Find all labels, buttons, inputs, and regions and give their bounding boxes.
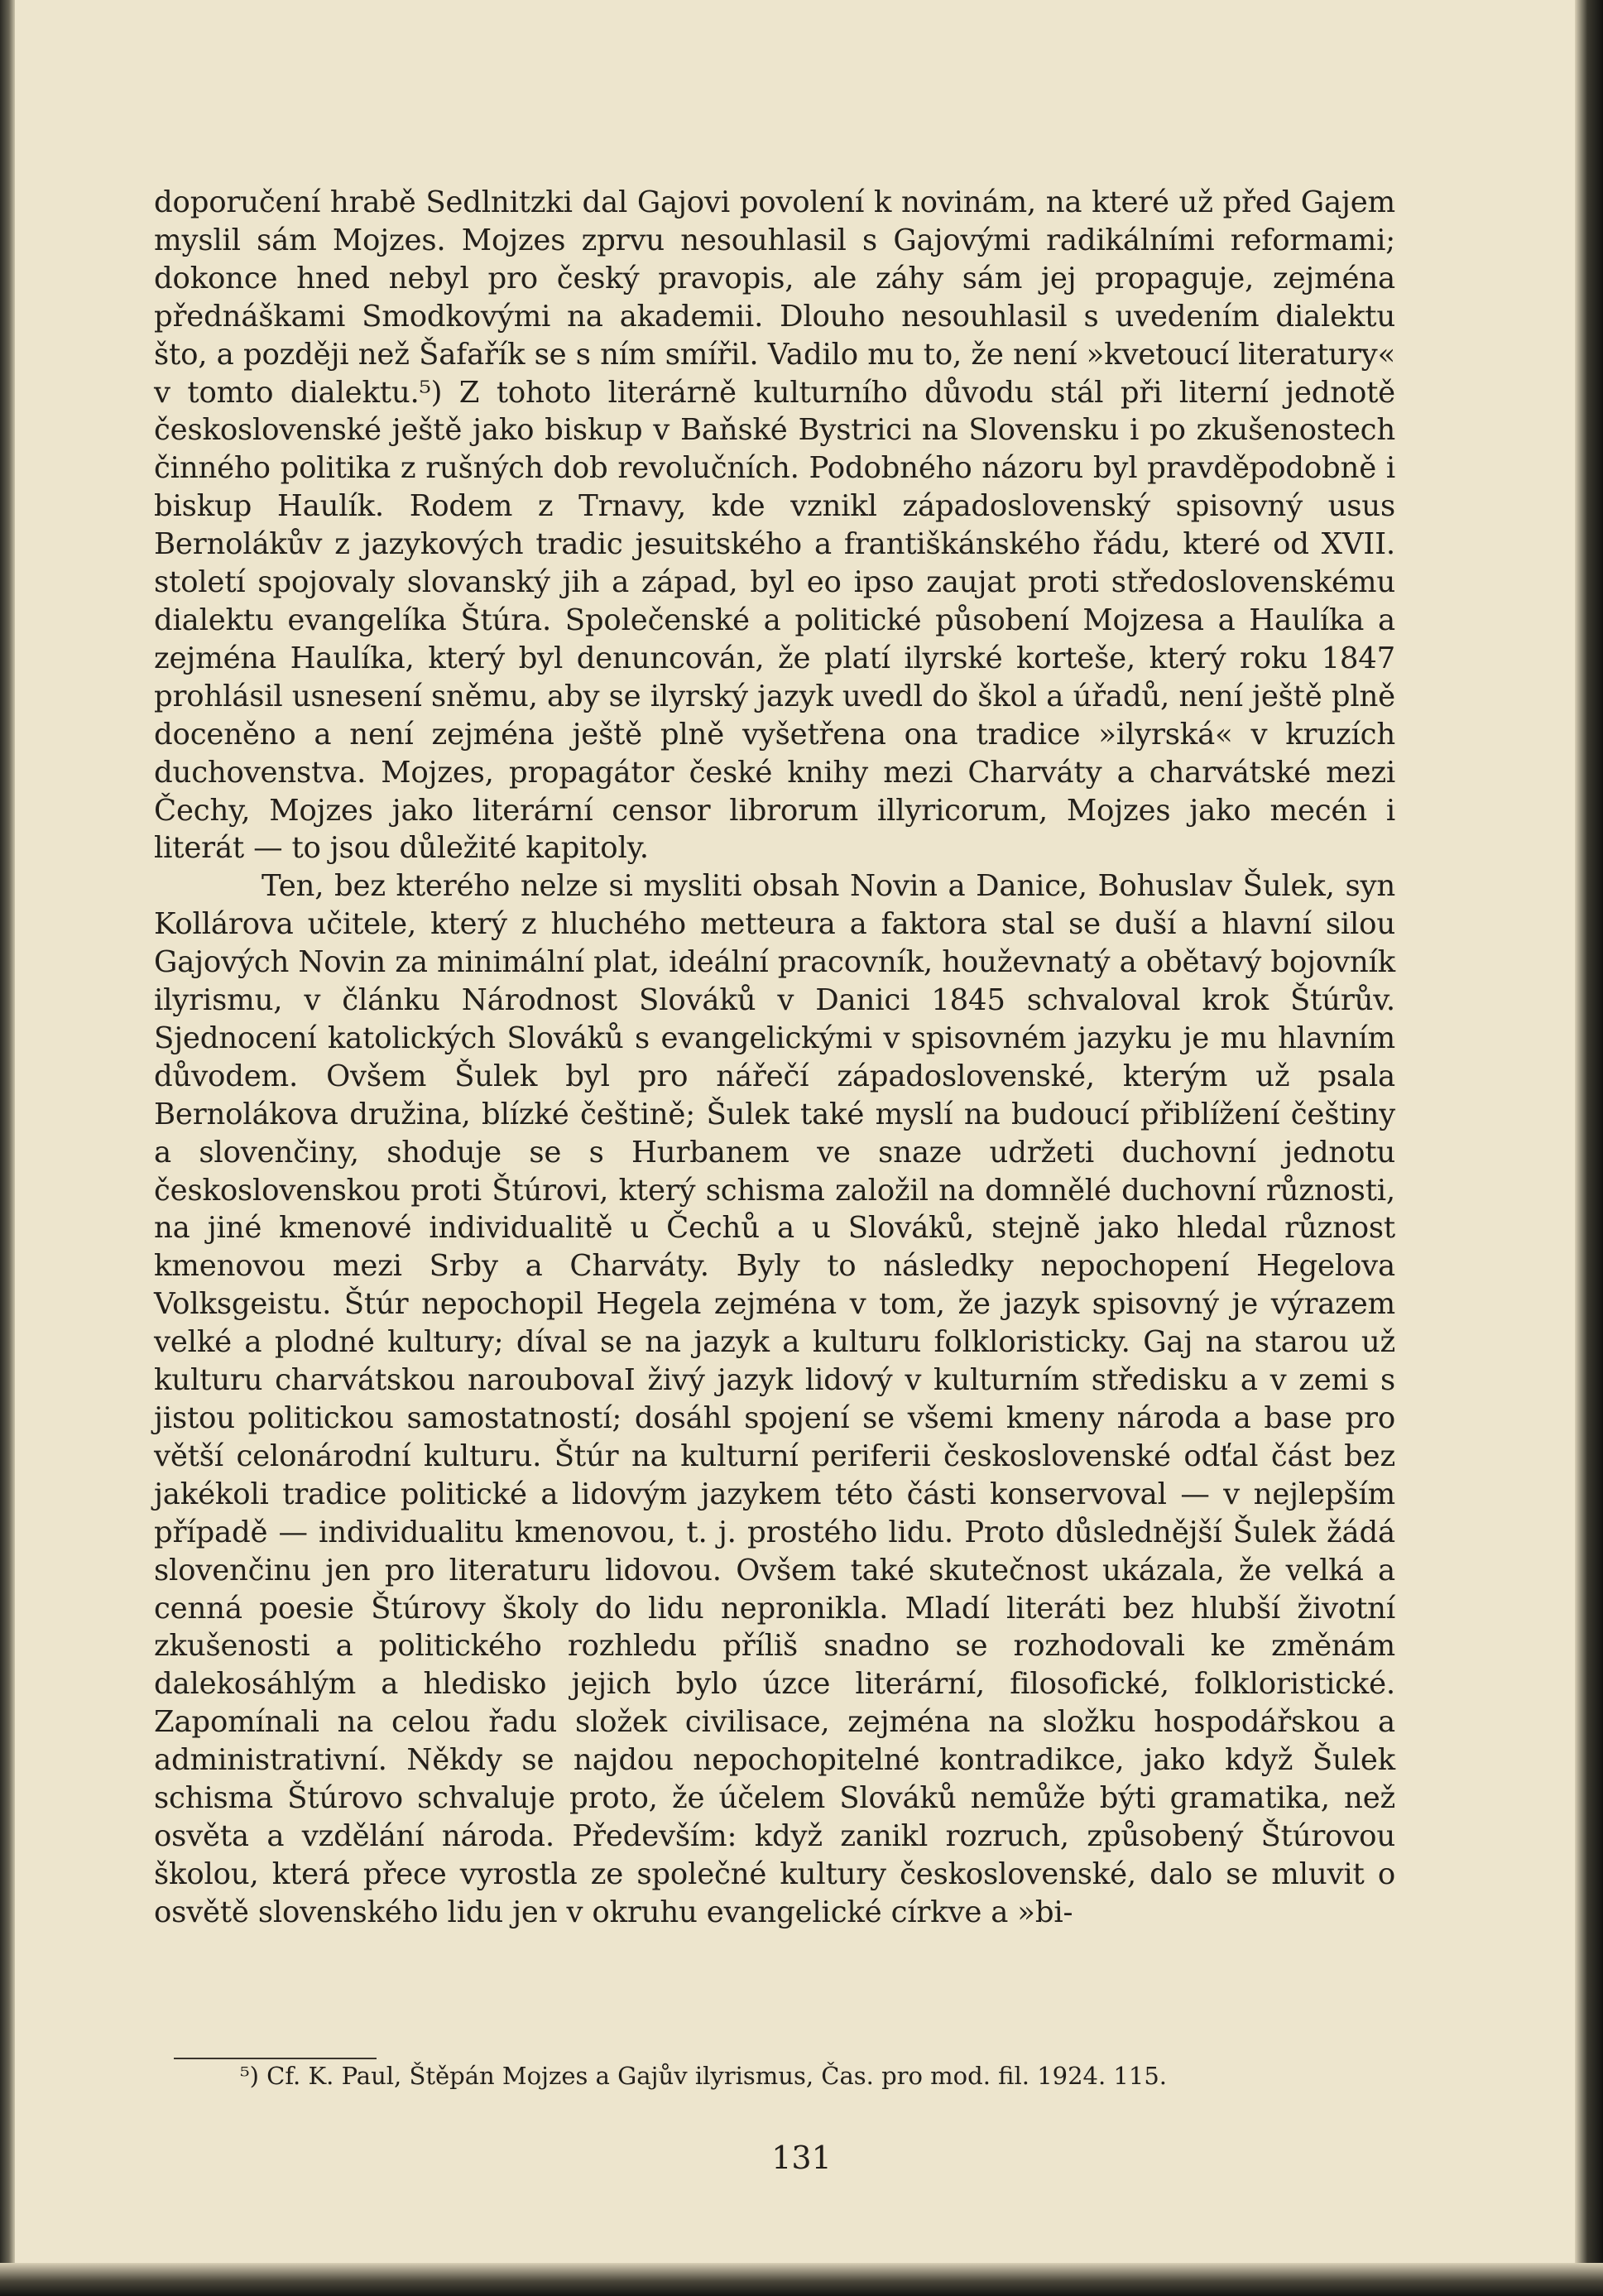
scan-edge-left	[0, 0, 15, 2296]
main-text	[154, 184, 1395, 1932]
paragraph-2: Ten, bez kterého nelze si mysliti obsah Novin a Danice, Bohuslav Šulek, syn Kollárova učitele, který z hluchého metteura a faktora stal se duší a hlavní silou Gajových Novin za minimální plat, ideální pracovník, houževnatý a obětavý bojovník ilyrismu, v článku Národnost Slováků v Danici 1845 schvaloval krok Štúrův. Sjednocení katolických Slováků s evangelickými v spisovném jazyku je mu hlavním důvodem. Ovšem Šulek byl pro nářečí západoslovenské, kterým už psala Bernolákova družina, blízké češtině; Šulek také myslí na budoucí přiblížení češtiny a slovenčiny, shoduje se s Hurbanem ve snaze udržeti duchovní jednotu československou proti Štúrovi, který schisma založil na domnělé duchovní různosti, na jiné kmenové individualitě u Čechů a u Slováků, stejně jako hledal různost kmenovou mezi Srby a Charváty. Byly to následky nepochopení Hegelova Volksgeistu. Štúr nepochopil Hegela zejména v tom, že jazyk spisovný je výrazem velké a plodné kultury; díval se na jazyk a kulturu folkloristicky. Gaj na starou už kulturu charvátskou naroubovaI živý jazyk lidový v kulturním středisku a v zemi s jistou politickou samostatností; dosáhl spojení se všemi kmeny národa a base pro větší celonárodní kulturu. Štúr na kulturní periferii československé odťal část bez jakékoli tradice politické a lidovým jazykem této části konservoval — v nejlepším případě — individualitu kmenovou, t. j. prostého lidu. Proto důslednější Šulek žádá slovenčinu jen pro literaturu lidovou. Ovšem také skutečnost ukázala, že velká a cenná poesie Štúrovy školy do lidu nepronikla. Mladí literáti bez hlubší životní zkušenosti a politického rozhledu příliš snadno se rozhodovali ke změnám dalekosáhlým a hledisko jejich bylo úzce literární, filosofické, folkloristické. Zapomínali na celou řadu složek civilisace, zejména na složku hospodářskou a administrativní. Někdy se najdou nepochopitelné kontradikce, jako když Šulek schisma Štúrovo schvaluje proto, že účelem Slováků nemůže býti gramatika, než osvěta a vzdělání národa. Především: když zanikl rozruch, způsobený Štúrovou školou, která přece vyrostla ze společné kultury československé, dalo se mluvit o osvětě slovenského lidu jen v okruhu evangelické církve a »bi-	[154, 869, 1395, 1929]
scan-edge-right	[1575, 0, 1603, 2296]
scan-edge-bottom	[0, 2263, 1603, 2296]
page-number: 131	[771, 2140, 832, 2176]
footnote: ⁵) Cf. K. Paul, Štěpán Mojzes a Gajův ilyrismus, Čas. pro mod. fil. 1924. 115.	[240, 2062, 1167, 2090]
paragraph-1: doporučení hrabě Sedlnitzki dal Gajovi povolení k novinám, na které už před Gajem myslil sám Mojzes. Mojzes zprvu nesouhlasil s Gajovými radikálními reformami; dokonce hned nebyl pro český pravopis, ale záhy sám jej propaguje, zejména přednáškami Smodkovými na akademii. Dlouho nesouhlasil s uvedením dialektu što, a později než Šafařík se s ním smířil. Vadilo mu to, že není »kvetoucí literatury« v tomto dialektu.⁵) Z tohoto literárně kulturního důvodu stál při literní jednotě československé ještě jako biskup v Baňské Bystrici na Slovensku i po zkušenostech činného politika z rušných dob revolučních. Podobného názoru byl pravděpodobně i biskup Haulík. Rodem z Trnavy, kde vznikl západoslovenský spisovný usus Bernolákův z jazykových tradic jesuitského a františkánského řádu, které od XVII. století spojovaly slovanský jih a západ, byl eo ipso zaujat proti středoslovenskému dialektu evangelíka Štúra. Společenské a politické působení Mojzesa a Haulíka a zejména Haulíka, který byl denuncován, že platí ilyrské korteše, který roku 1847 prohlásil usnesení sněmu, aby se ilyrský jazyk uvedl do škol a úřadů, není ještě plně doceněno a není zejména ještě plně vyšetřena ona tradice »ilyrská« v kruzích duchovenstva. Mojzes, propagátor české knihy mezi Charváty a charvátské mezi Čechy, Mojzes jako literární censor librorum illyricorum, Mojzes jako mecén i literát — to jsou důležité kapitoly.	[154, 185, 1395, 866]
